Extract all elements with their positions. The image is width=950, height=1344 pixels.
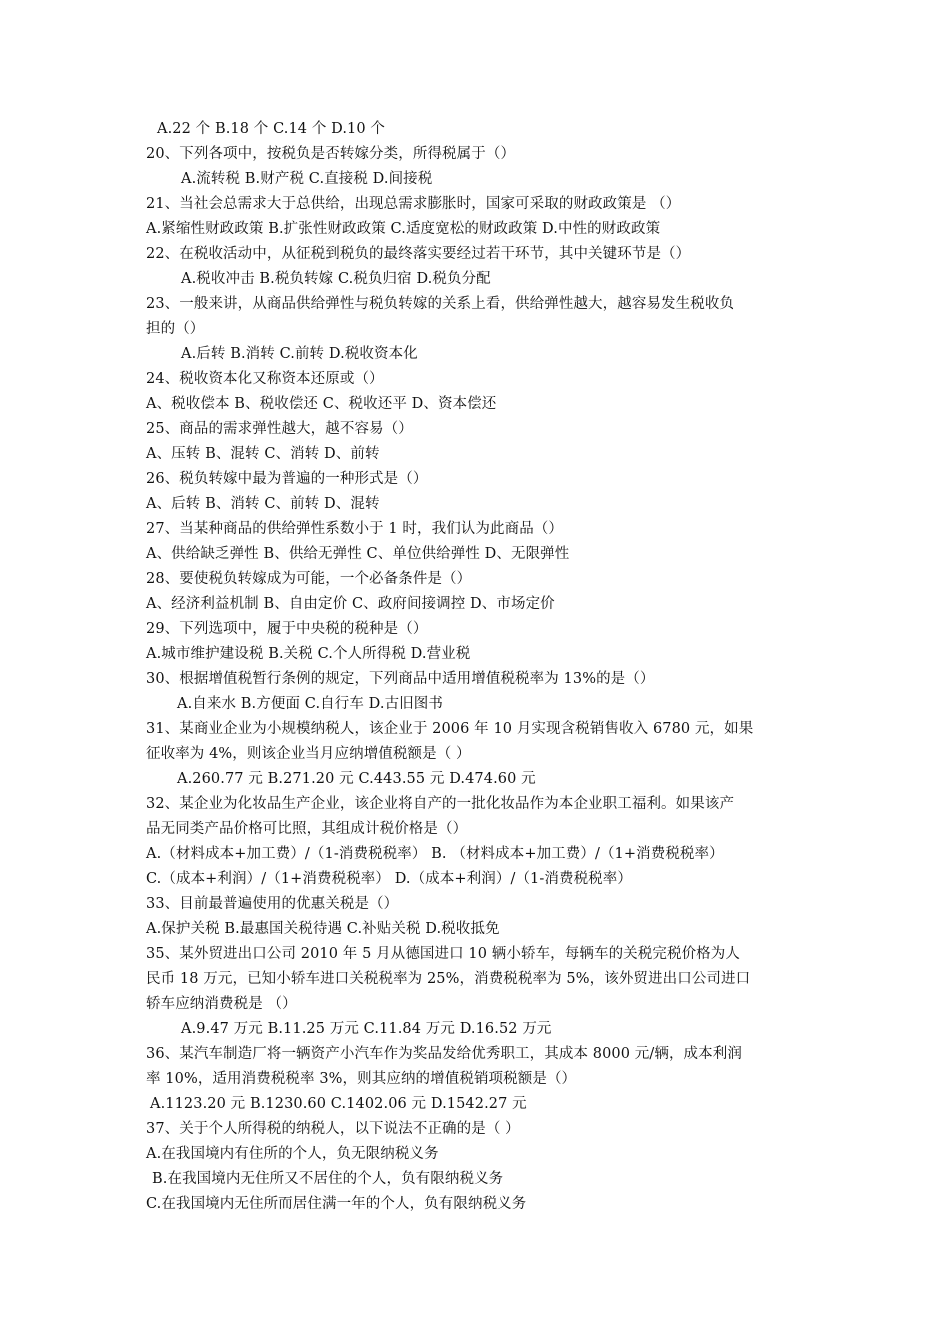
question-26: 26、税负转嫁中最为普遍的一种形式是（） [146,471,428,487]
question-30: 30、根据增值税暂行条例的规定，下列商品中适用增值税税率为 13%的是（） [146,671,655,687]
text-line: A、供给缺乏弹性 B、供给无弹性 C、单位供给弹性 D、无限弹性 [146,546,570,562]
text-line: A.紧缩性财政政策 B.扩张性财政政策 C.适度宽松的财政政策 D.中性的财政政策 [146,221,661,237]
text-line: A.22 个 B.18 个 C.14 个 D.10 个 [157,121,386,137]
question-22: 22、在税收活动中，从征税到税负的最终落实要经过若干环节，其中关键环节是（） [146,246,691,262]
text-line: A.在我国境内有住所的个人，负无限纳税义务 [146,1146,439,1162]
text-line: A.后转 B.消转 C.前转 D.税收资本化 [181,346,418,362]
text-line: 品无同类产品价格可比照，其组成计税价格是（） [146,821,468,837]
text-line: A、经济利益机制 B、自由定价 C、政府间接调控 D、市场定价 [146,596,555,612]
question-28: 28、要使税负转嫁成为可能，一个必备条件是（） [146,571,472,587]
question-32: 32、某企业为化妆品生产企业，该企业将自产的一批化妆品作为本企业职工福利。如果该产 [146,796,735,812]
text-line: A.流转税 B.财产税 C.直接税 D.间接税 [181,171,433,187]
text-line: 担的（） [146,321,205,337]
text-line: A.1123.20 元 B.1230.60 C.1402.06 元 D.1542.27 元 [150,1096,527,1112]
question-36: 36、某汽车制造厂将一辆资产小汽车作为奖品发给优秀职工，其成本 8000 元/辆，成本利润 [146,1046,742,1062]
question-29: 29、下列选项中，履于中央税的税种是（） [146,621,428,637]
question-23: 23、一般来讲，从商品供给弹性与税负转嫁的关系上看，供给弹性越大，越容易发生税收负 [146,296,735,312]
question-31: 31、某商业企业为小规模纳税人，该企业于 2006 年 10 月实现含税销售收入 6780 元，如果 [146,721,754,737]
question-33: 33、目前最普遍使用的优惠关税是（） [146,896,399,912]
text-line: 民币 18 万元，已知小轿车进口关税税率为 25%，消费税税率为 5%，该外贸进出口公司进口 [146,971,751,987]
question-27: 27、当某种商品的供给弹性系数小于 1 时，我们认为此商品（） [146,521,563,537]
text-line: A、后转 B、消转 C、前转 D、混转 [146,496,380,512]
text-line: A.城市维护建设税 B.关税 C.个人所得税 D.营业税 [146,646,471,662]
question-37: 37、关于个人所得税的纳税人，以下说法不正确的是（ ） [146,1121,520,1137]
text-line: A、税收偿本 B、税收偿还 C、税收还平 D、资本偿还 [146,396,497,412]
text-line: A.9.47 万元 B.11.25 万元 C.11.84 万元 D.16.52 万元 [181,1021,552,1037]
question-21: 21、当社会总需求大于总供给，出现总需求膨胀时，国家可采取的财政政策是 （） [146,196,681,212]
text-line: 轿车应纳消费税是 （） [146,996,297,1012]
text-line: 率 10%，适用消费税税率 3%，则其应纳的增值税销项税额是（） [146,1071,577,1087]
text-line: A.保护关税 B.最惠国关税待遇 C.补贴关税 D.税收抵免 [146,921,500,937]
text-line: A.自来水 B.方便面 C.自行车 D.古旧图书 [177,696,443,712]
text-line: A、压转 B、混转 C、消转 D、前转 [146,446,380,462]
question-20: 20、下列各项中，按税负是否转嫁分类，所得税属于（） [146,146,516,162]
text-line: A.（材料成本+加工费）/（1-消费税税率） B. （材料成本+加工费）/（1+消费税税率） [146,846,724,862]
text-line: C.（成本+利润）/（1+消费税税率） D.（成本+利润）/（1-消费税税率） [146,871,632,887]
question-35: 35、某外贸进出口公司 2010 年 5 月从德国进口 10 辆小轿车，每辆车的关税完税价格为人 [146,946,740,962]
question-25: 25、商品的需求弹性越大，越不容易（） [146,421,413,437]
text-line: 征收率为 4%，则该企业当月应纳增值税额是（ ） [146,746,471,762]
text-line: B.在我国境内无住所又不居住的个人，负有限纳税义务 [152,1171,504,1187]
text-line: C.在我国境内无住所而居住满一年的个人，负有限纳税义务 [146,1196,527,1212]
text-line: A.税收冲击 B.税负转嫁 C.税负归宿 D.税负分配 [181,271,491,287]
question-24: 24、税收资本化又称资本还原或（） [146,371,384,387]
text-line: A.260.77 元 B.271.20 元 C.443.55 元 D.474.60 元 [177,771,536,787]
